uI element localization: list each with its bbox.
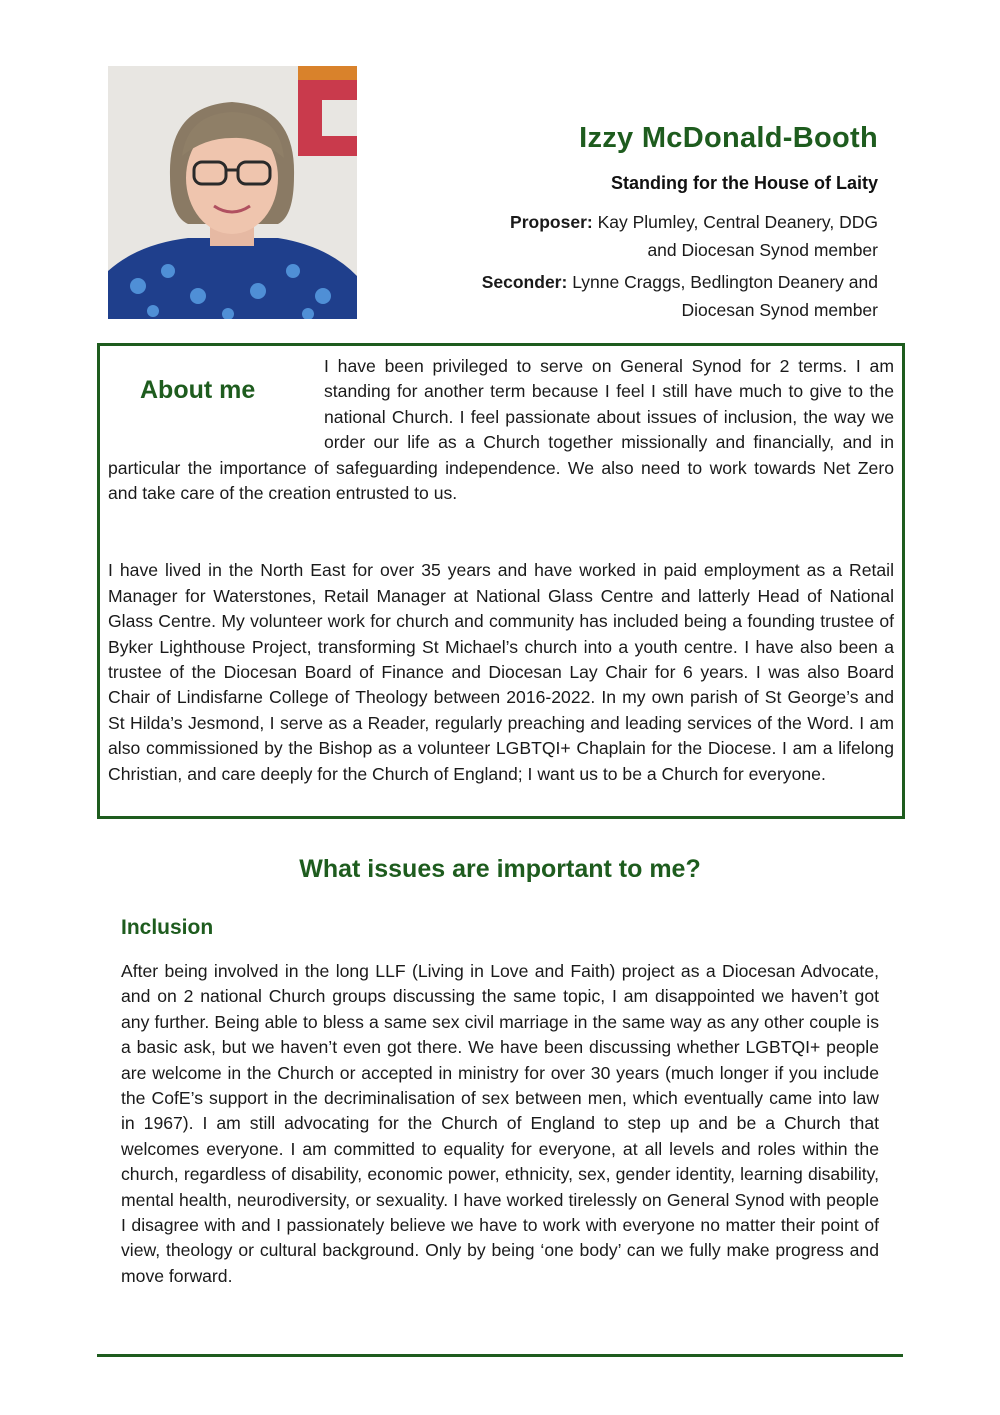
footer-divider [97, 1354, 903, 1357]
seconder-line1: Lynne Craggs, Bedlington Deanery and [572, 272, 878, 292]
candidate-name: Izzy McDonald-Booth [579, 122, 878, 154]
inclusion-heading: Inclusion [121, 916, 214, 939]
proposer-line2: and Diocesan Synod member [647, 240, 878, 260]
proposer-line1: Kay Plumley, Central Deanery, DDG [597, 212, 878, 232]
about-paragraph-1: I have been privileged to serve on General Synod for 2 terms. I am standing for another term because I feel I still have much to give to the national Church. I feel passionate about issues of inclusion, the way we order our life as a Church together missionally and financially, and in particular the importance of safeguarding independence. We also need to work towards Net Zero and take care of the creation entrusted to us. [108, 356, 894, 504]
about-paragraph-2: I have lived in the North East for over 35 years and have worked in paid employment as a Retail Manager for Waterstones, Retail Manager at National Glass Centre and latterly Head of National Glass Centre. My volunteer work for church and community has included being a founding trustee of Byker Lighthouse Project, transforming St Michael’s church into a youth centre. I have also been a trustee of the Diocesan Board of Finance and Diocesan Lay Chair for 6 years. I was also Board Chair of Lindisfarne College of Theology between 2016-2022. In my own parish of St George’s and St Hilda’s Jesmond, I serve as a Reader, regularly preaching and leading services of the Word. I am also commissioned by the Bishop as a volunteer LGBTQI+ Chaplain for the Diocese. I am a lifelong Christian, and care deeply for the Church of England; I want us to be a Church for everyone. [108, 560, 894, 784]
seconder-block [358, 268, 878, 324]
seconder-line2: Diocesan Synod member [681, 300, 878, 320]
portrait-image [108, 66, 357, 319]
proposer-label: Proposer: [510, 212, 593, 232]
proposer-block [358, 208, 878, 264]
seconder-label: Seconder: [481, 272, 568, 292]
heading-spacer [108, 354, 324, 452]
standing-statement: Standing for the House of Laity [610, 173, 878, 193]
issues-heading: What issues are important to me? [299, 855, 701, 883]
candidate-photo [108, 66, 357, 319]
about-section [97, 343, 905, 819]
candidate-header [358, 122, 878, 324]
about-heading: About me [140, 376, 256, 404]
about-body [108, 354, 894, 787]
inclusion-paragraph: After being involved in the long LLF (Living in Love and Faith) project as a Diocesan Advocate, and on 2 national Church groups discussing the same topic, I am disappointed we haven’t got any further. Being able to bless a same sex civil marriage in the same way as any other couple is a basic ask, but we haven’t even got there. We have been discussing whether LGBTQI+ people are welcome in the Church or accepted in ministry for over 30 years (much longer if you include the CofE’s support in the decriminalisation of sex between men, which eventually came into law in 1967). I am still advocating for the Church of England to step up and be a Church that welcomes everyone. I am committed to equality for everyone, at all levels and roles within the church, regardless of disability, economic power, ethnicity, sex, gender identity, learning disability, mental health, neurodiversity, or sexuality. I have worked tirelessly on General Synod with people I disagree with and I passionately believe we have to work with everyone no matter their point of view, theology or cultural background. Only by being ‘one body’ can we fully make progress and move forward. [121, 961, 879, 1286]
